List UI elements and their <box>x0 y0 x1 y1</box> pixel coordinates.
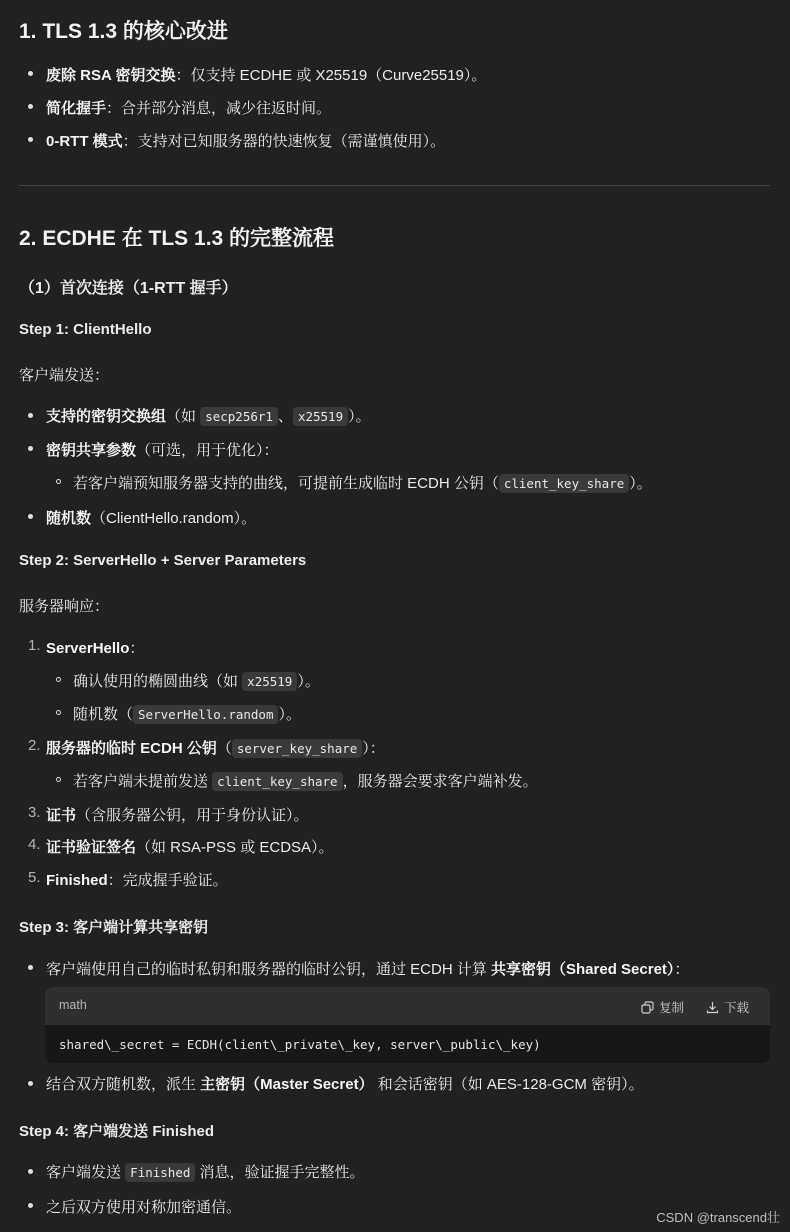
divider <box>19 185 770 186</box>
inline-code: ServerHello.random <box>133 705 278 724</box>
inline-code: x25519 <box>242 672 297 691</box>
step-2-title: Step 2: ServerHello + Server Parameters <box>19 552 307 569</box>
list-item-text: ：仅支持 ECDHE 或 X25519（Curve25519）。 <box>175 67 487 84</box>
sub-bullet <box>56 710 61 715</box>
list-item-text: （ <box>216 740 232 757</box>
list-item-text: 客户端发送 <box>46 1164 126 1181</box>
list-item-text: ，服务器会要求客户端补发。 <box>342 773 538 790</box>
list-item <box>46 64 486 85</box>
list-item: 之后双方使用对称加密通信。 <box>46 1199 242 1216</box>
list-item <box>46 804 309 825</box>
watermark: CSDN @transcend壮 <box>656 1210 780 1225</box>
list-item-bold: 废除 RSA 密钥交换 <box>46 67 176 84</box>
bullet-dot <box>28 71 33 76</box>
list-item <box>46 507 256 528</box>
step-4-title: Step 4: 客户端发送 Finished <box>19 1123 215 1140</box>
bullet-dot <box>28 446 33 451</box>
copy-label: 复制 <box>659 1001 685 1015</box>
code-content: shared\_secret = ECDH(client\_private\_key, server\_public\_key) <box>59 1037 541 1052</box>
list-item-bold: 密钥共享参数 <box>46 442 137 459</box>
list-item <box>46 1073 644 1094</box>
list-item-text: 客户端使用自己的临时私钥和服务器的临时公钥，通过 ECDH 计算 <box>46 961 492 978</box>
list-item-bold: 随机数 <box>46 510 92 527</box>
list-item-bold: ServerHello <box>46 640 130 657</box>
list-item-text: ）： <box>362 740 385 757</box>
list-item-text: ）。 <box>348 408 371 425</box>
list-item <box>46 1161 365 1182</box>
list-item-text: 随机数（ <box>73 706 134 723</box>
sub-list-item <box>73 703 301 724</box>
list-item <box>46 737 385 758</box>
download-icon <box>706 1001 719 1014</box>
sub-bullet <box>56 677 61 682</box>
bullet-dot <box>28 965 33 970</box>
list-item-text: 若客户端未提前发送 <box>73 773 213 790</box>
step-3-title: Step 3: 客户端计算共享密钥 <box>19 919 209 936</box>
list-item <box>46 405 371 426</box>
sub-bullet <box>56 479 61 484</box>
list-item-text: 消息，验证握手完整性。 <box>195 1164 365 1181</box>
list-number: 2. <box>28 737 41 754</box>
inline-code: client_key_share <box>499 474 629 493</box>
bullet-dot <box>28 413 33 418</box>
list-item-bold: 服务器的临时 ECDH 公钥 <box>46 740 217 757</box>
list-item-text: ：合并部分消息，减少往返时间。 <box>106 100 332 117</box>
list-item <box>46 130 445 151</box>
list-item <box>46 869 228 890</box>
list-number: 5. <box>28 869 41 886</box>
list-item-text: ： <box>129 640 145 657</box>
list-item-text: （可选，用于优化）： <box>136 442 279 459</box>
list-item <box>46 958 689 979</box>
inline-code: Finished <box>125 1163 195 1182</box>
list-item-text: ：支持对已知服务器的快速恢复（需谨慎使用）。 <box>122 133 446 150</box>
list-item-text: （ClientHello.random）。 <box>91 510 257 527</box>
list-item-text: 、 <box>277 408 293 425</box>
list-item-text: ： <box>674 961 690 978</box>
inline-code: client_key_share <box>212 772 342 791</box>
sub-list-item <box>73 670 320 691</box>
list-number: 4. <box>28 836 41 853</box>
inline-code: server_key_share <box>232 739 362 758</box>
subsection-title: （1）首次连接（1-RTT 握手） <box>19 280 238 297</box>
copy-icon <box>641 1001 654 1014</box>
bullet-dot <box>28 137 33 142</box>
list-item-bold: 证书 <box>46 807 77 824</box>
bullet-dot <box>28 104 33 109</box>
copy-button[interactable] <box>641 998 684 1016</box>
section-1-title: 1. TLS 1.3 的核心改进 <box>19 20 228 43</box>
list-item-bold: 共享密钥（Shared Secret） <box>491 961 675 978</box>
bullet-dot <box>28 1081 33 1086</box>
sub-list-item <box>73 472 652 493</box>
code-block <box>45 987 770 1063</box>
list-item <box>46 439 279 460</box>
list-item <box>46 836 334 857</box>
list-item-text: （如 <box>166 408 201 425</box>
step-1-title: Step 1: ClientHello <box>19 321 152 338</box>
list-item-bold: 主密钥（Master Secret） <box>200 1076 374 1093</box>
sub-bullet <box>56 777 61 782</box>
list-item-text: （含服务器公钥，用于身份认证）。 <box>76 807 309 824</box>
list-item-text: ）。 <box>278 706 301 723</box>
bullet-dot <box>28 514 33 519</box>
list-item <box>46 97 331 118</box>
list-item-text: 确认使用的椭圆曲线（如 <box>73 673 243 690</box>
step-2-intro: 服务器响应： <box>19 598 110 615</box>
code-block-header <box>45 987 770 1025</box>
list-number: 3. <box>28 804 41 821</box>
list-item-bold: 0-RTT 模式 <box>46 133 123 150</box>
list-item-bold: 证书验证签名 <box>46 839 137 856</box>
download-button[interactable] <box>706 998 749 1016</box>
list-item-text: 若客户端预知服务器支持的曲线，可提前生成临时 ECDH 公钥（ <box>73 475 499 492</box>
step-1-intro: 客户端发送： <box>19 367 110 384</box>
list-number: 1. <box>28 637 41 654</box>
list-item-text: 结合双方随机数，派生 <box>46 1076 201 1093</box>
list-item-text: （如 RSA-PSS 或 ECDSA）。 <box>136 839 334 856</box>
sub-list-item <box>73 770 538 791</box>
list-item-bold: 简化握手 <box>46 100 107 117</box>
list-item-bold: 支持的密钥交换组 <box>46 408 167 425</box>
list-item-text: 和会话密钥（如 AES-128-GCM 密钥）。 <box>373 1076 644 1093</box>
list-item-text: ：完成握手验证。 <box>107 872 228 889</box>
inline-code: secp256r1 <box>200 407 278 426</box>
list-item <box>46 637 144 658</box>
code-language-label: math <box>59 998 87 1012</box>
bullet-dot <box>28 1169 33 1174</box>
inline-code: x25519 <box>293 407 348 426</box>
list-item-text: ）。 <box>297 673 320 690</box>
list-item-bold: Finished <box>46 872 108 889</box>
download-label: 下载 <box>724 1001 750 1015</box>
list-item-text: ）。 <box>629 475 652 492</box>
bullet-dot <box>28 1203 33 1208</box>
section-2-title: 2. ECDHE 在 TLS 1.3 的完整流程 <box>19 227 335 250</box>
